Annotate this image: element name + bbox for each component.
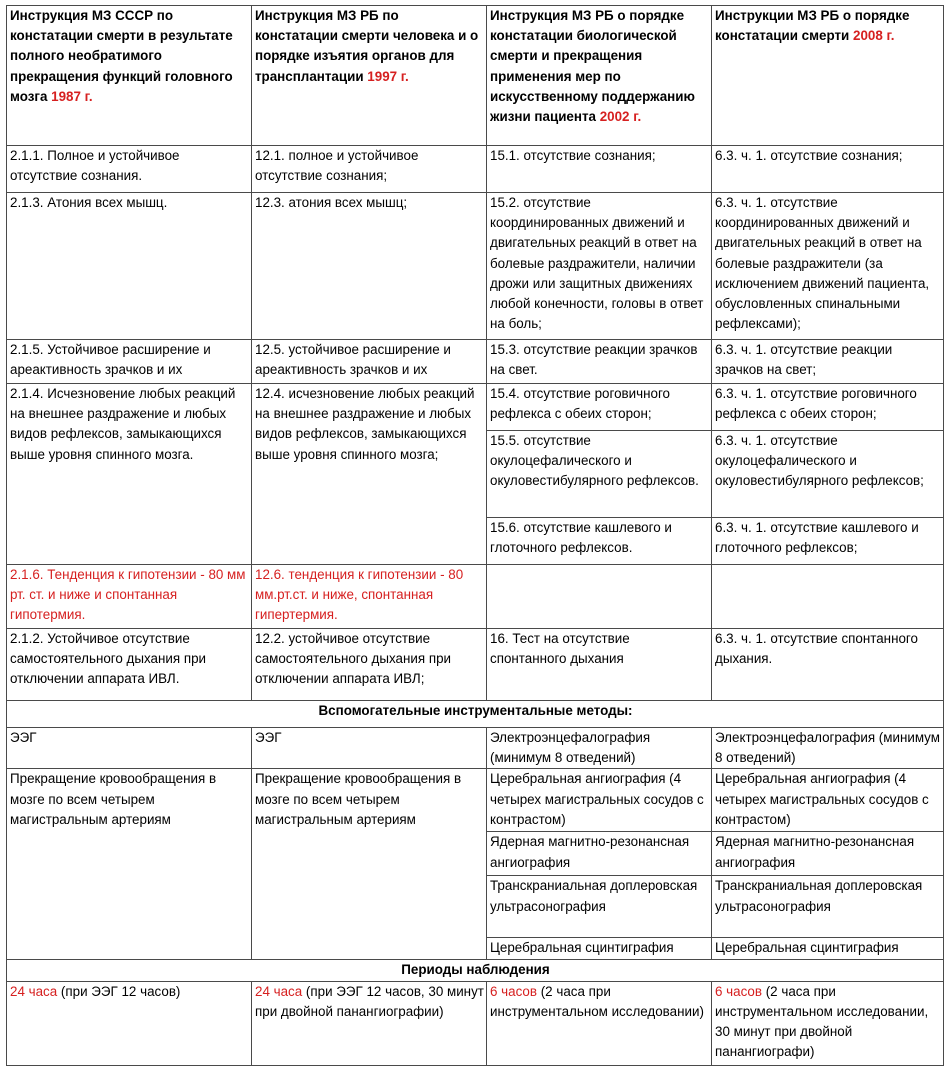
- table-cell: 15.5. отсутствие окулоцефалического и окуловестибулярного рефлексов.: [487, 431, 712, 518]
- table-cell: 12.1. полное и устойчивое отсутствие сознания;: [252, 146, 487, 193]
- header-year: 2008 г.: [853, 28, 895, 44]
- table-cell: 2.1.4. Исчезновение любых реакций на внешнее раздражение и любых видов рефлексов, замыкающихся выше уровня спинного мозга.: [7, 384, 252, 565]
- row-atonia: [7, 193, 944, 340]
- header-year: 1997 г.: [367, 68, 409, 84]
- table-cell: [712, 565, 944, 629]
- table-cell: 15.4. отсутствие роговичного рефлекса с обеих сторон;: [487, 384, 712, 431]
- table-cell: 6.3. ч. 1. отсутствие окулоцефалического и окуловестибулярного рефлексов;: [712, 431, 944, 518]
- table-cell: 12.2. устойчивое отсутствие самостоятельного дыхания при отключении аппарата ИВЛ;: [252, 629, 487, 701]
- table-cell: Транскраниальная доплеровская ультрасонография: [712, 876, 944, 938]
- table-cell: Ядерная магнитно-резонансная ангиография: [712, 832, 944, 876]
- header-cell: Инструкция МЗ РБ по констатации смерти человека и о порядке изъятия органов для трансплантации 1997 г.: [252, 6, 487, 146]
- table-cell: 12.5. устойчивое расширение и ареактивность зрачков и их: [252, 340, 487, 384]
- table-cell: Церебральная сцинтиграфия: [487, 938, 712, 960]
- table-cell: 6.3. ч. 1. отсутствие координированных движений и двигательных реакций в ответ на болевые раздражители (за исключением движений пациента, обусловленных спинальными рефлексами);: [712, 193, 944, 340]
- table-cell: Ядерная магнитно-резонансная ангиография: [487, 832, 712, 876]
- table-cell: ЭЭГ: [7, 728, 252, 769]
- row-angiography: [7, 769, 944, 832]
- table-cell: [487, 565, 712, 629]
- table-cell: Прекращение кровообращения в мозге по всем четырем магистральным артериям: [252, 769, 487, 960]
- table-cell: 15.3. отсутствие реакции зрачков на свет.: [487, 340, 712, 384]
- header-year: 1987 г.: [51, 88, 93, 104]
- table-cell: Церебральная ангиография (4 четырех магистральных сосудов с контрастом): [487, 769, 712, 832]
- table-cell: 6.3. ч. 1. отсутствие сознания;: [712, 146, 944, 193]
- section-header-instrumental: [7, 701, 944, 728]
- section-title: Вспомогательные инструментальные методы:: [7, 701, 944, 728]
- header-cell: Инструкция МЗ РБ о порядке констатации биологической смерти и прекращения применения мер по искусственному поддержанию жизни пациента 2002 г.: [487, 6, 712, 146]
- table-cell: 6.3. ч. 1. отсутствие спонтанного дыхания.: [712, 629, 944, 701]
- comparison-table: [6, 5, 944, 1066]
- table-cell: 6.3. ч. 1. отсутствие реакции зрачков на свет;: [712, 340, 944, 384]
- table-cell: 2.1.1. Полное и устойчивое отсутствие сознания.: [7, 146, 252, 193]
- table-cell: 6.3. ч. 1. отсутствие кашлевого и глоточного рефлексов;: [712, 518, 944, 565]
- table-cell: 15.1. отсутствие сознания;: [487, 146, 712, 193]
- row-consciousness: [7, 146, 944, 193]
- table-cell: Церебральная ангиография (4 четырех магистральных сосудов с контрастом): [712, 769, 944, 832]
- row-eeg: [7, 728, 944, 769]
- header-year: 2002 г.: [599, 109, 642, 125]
- table-cell: Прекращение кровообращения в мозге по всем четырем магистральным артериям: [7, 769, 252, 960]
- table-cell: ЭЭГ: [252, 728, 487, 769]
- table-cell: 6.3. ч. 1. отсутствие роговичного рефлекса с обеих сторон;: [712, 384, 944, 431]
- table-cell: Электроэнцефалография (минимум 8 отведений): [487, 728, 712, 769]
- table-cell: 24 часа (при ЭЭГ 12 часов): [7, 981, 252, 1065]
- table-cell: 2.1.3. Атония всех мышц.: [7, 193, 252, 340]
- table-cell: 16. Тест на отсутствие спонтанного дыхания: [487, 629, 712, 701]
- table-cell: 6 часов (2 часа при инструментальном исследовании, 30 минут при двойной панангиографи): [712, 981, 944, 1065]
- table-cell: 15.2. отсутствие координированных движений и двигательных реакций в ответ на болевые раздражители, наличии дрожи или защитных движениях любой конечности, головы в ответ на боль;: [487, 193, 712, 340]
- row-breathing: [7, 629, 944, 701]
- table-cell: 12.3. атония всех мышц;: [252, 193, 487, 340]
- header-cell: Инструкция МЗ СССР по констатации смерти в результате полного необратимого прекращения функций головного мозга 1987 г.: [7, 6, 252, 146]
- table-cell: 2.1.5. Устойчивое расширение и ареактивность зрачков и их: [7, 340, 252, 384]
- section-header-observation: [7, 960, 944, 981]
- row-corneal: [7, 384, 944, 431]
- table-cell: 2.1.2. Устойчивое отсутствие самостоятельного дыхания при отключении аппарата ИВЛ.: [7, 629, 252, 701]
- table-cell: Электроэнцефалография (минимум 8 отведений): [712, 728, 944, 769]
- table-cell: 12.4. исчезновение любых реакций на внешнее раздражение и любых видов рефлексов, замыкающихся выше уровня спинного мозга;: [252, 384, 487, 565]
- table-cell: 15.6. отсутствие кашлевого и глоточного рефлексов.: [487, 518, 712, 565]
- section-title: Периоды наблюдения: [7, 960, 944, 981]
- table-cell: 12.6. тенденция к гипотензии - 80 мм.рт.ст. и ниже, спонтанная гипертермия.: [252, 565, 487, 629]
- header-row: [7, 6, 944, 146]
- table-cell: 24 часа (при ЭЭГ 12 часов, 30 минут при двойной панангиографии): [252, 981, 487, 1065]
- table-cell: Церебральная сцинтиграфия: [712, 938, 944, 960]
- row-hypotension: [7, 565, 944, 629]
- table-cell: 6 часов (2 часа при инструментальном исследовании): [487, 981, 712, 1065]
- table-cell: 2.1.6. Тенденция к гипотензии - 80 мм рт. ст. и ниже и спонтанная гипотермия.: [7, 565, 252, 629]
- row-pupils: [7, 340, 944, 384]
- row-observation: [7, 981, 944, 1065]
- header-cell: Инструкции МЗ РБ о порядке констатации смерти 2008 г.: [712, 6, 944, 146]
- table-cell: Транскраниальная доплеровская ультрасонография: [487, 876, 712, 938]
